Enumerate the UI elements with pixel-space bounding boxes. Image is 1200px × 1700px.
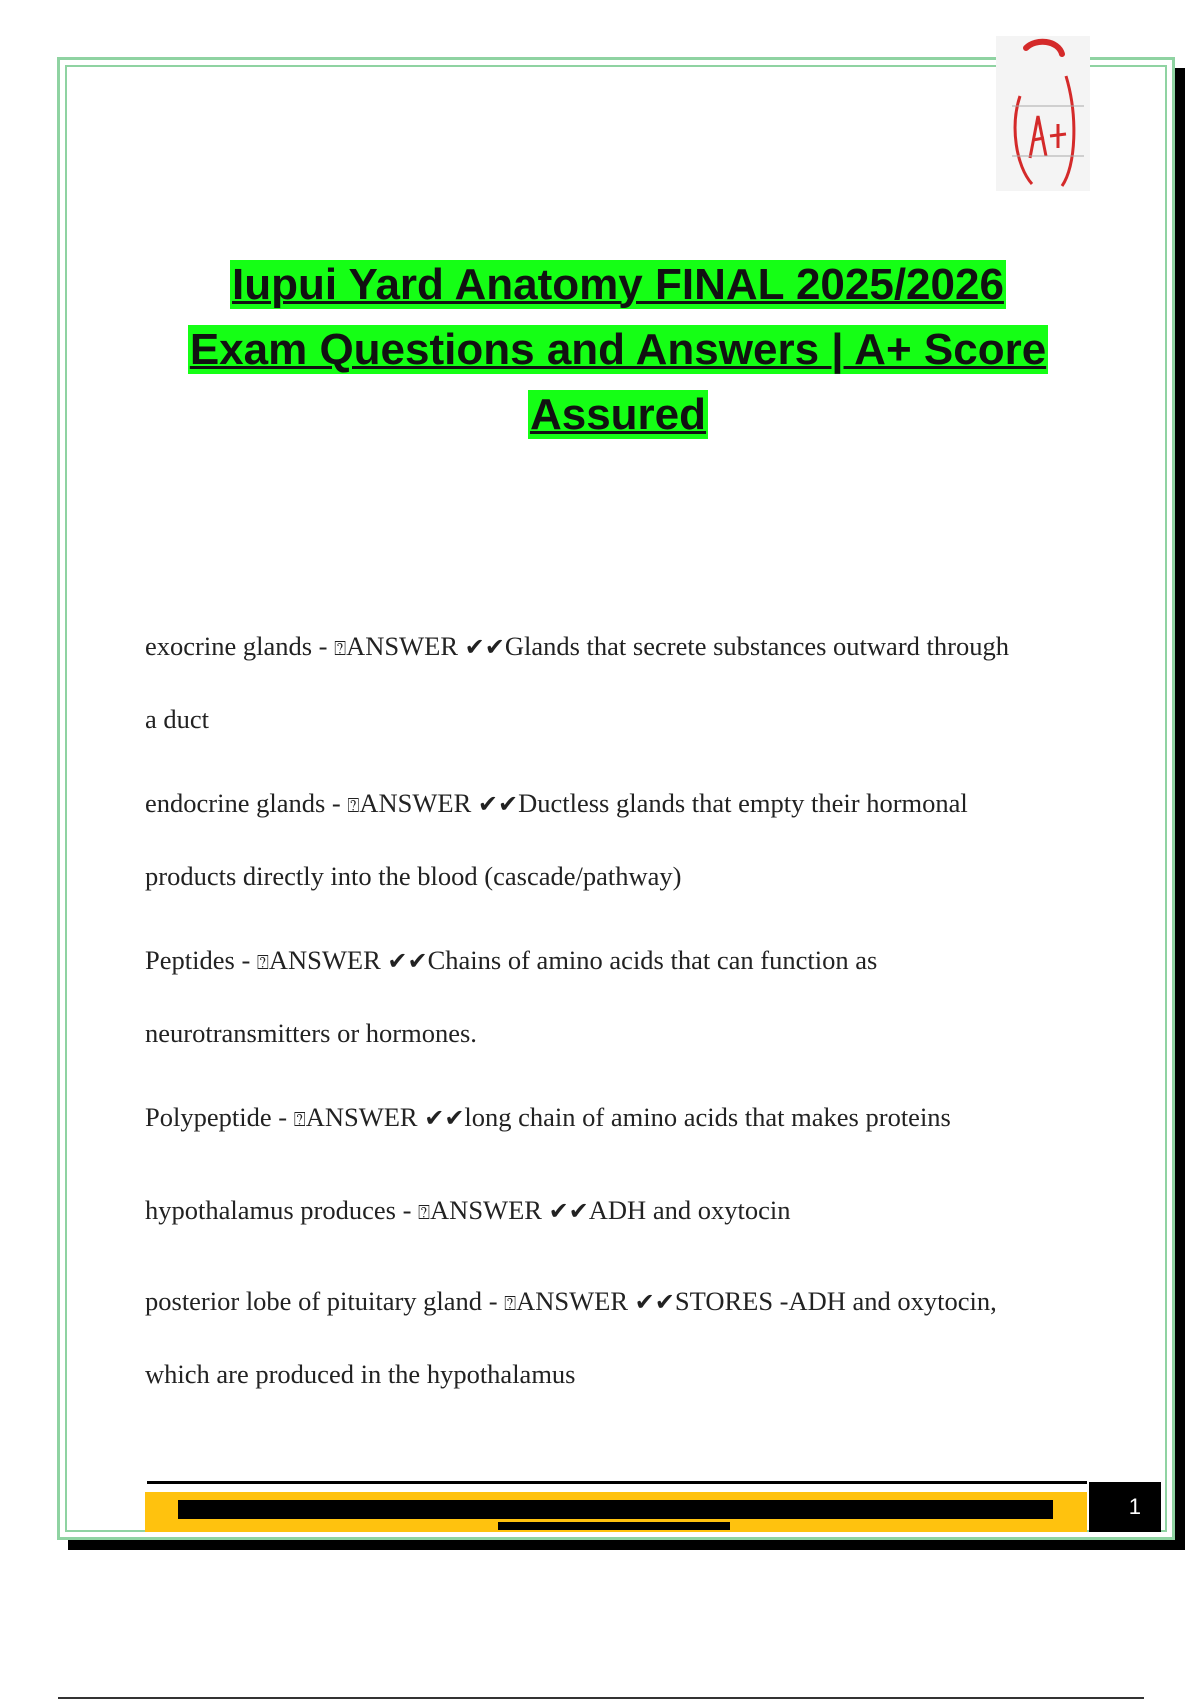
missing-glyph-icon: ⍰ (256, 950, 269, 974)
title-line-3 (100, 382, 1136, 447)
answer-marker: ANSWER (305, 1102, 418, 1132)
bottom-rule (58, 1697, 1144, 1699)
qa-answer: Chains of amino acids that can function as (427, 945, 878, 975)
double-check-icon: ✔✔ (387, 947, 428, 975)
qa-line: posterior lobe of pituitary gland - ⍰ANSWER ✔✔STORES -ADH and oxytocin, (145, 1286, 997, 1316)
qa-term: posterior lobe of pituitary gland (145, 1286, 483, 1316)
grade-stamp-image (996, 36, 1090, 191)
qa-answer: STORES -ADH and oxytocin, (674, 1286, 997, 1316)
double-check-icon: ✔✔ (634, 1288, 675, 1316)
qa-term: Peptides (145, 945, 235, 975)
qa-answer: long chain of amino acids that makes proteins (464, 1102, 951, 1132)
missing-glyph-icon: ⍰ (334, 636, 347, 660)
qa-line: hypothalamus produces - ⍰ANSWER ✔✔ADH and oxytocin (145, 1195, 791, 1225)
double-check-icon: ✔✔ (477, 790, 519, 818)
qa-entry-endocrine (145, 768, 1095, 912)
qa-term: exocrine glands (145, 631, 313, 661)
footer-bar-stripe (178, 1500, 1053, 1519)
qa-line-continued: a duct (145, 704, 210, 734)
title-line-2 (100, 317, 1136, 382)
qa-entry-hypothalamus (145, 1175, 1095, 1248)
qa-entry-peptides (145, 925, 1095, 1069)
qa-line-continued: neurotransmitters or hormones. (145, 1018, 477, 1048)
answer-marker: ANSWER (430, 1195, 542, 1225)
page-shadow-bottom (68, 1540, 1185, 1550)
answer-marker: ANSWER (346, 631, 459, 661)
qa-answer: ADH and oxytocin (588, 1195, 791, 1225)
qa-line: Peptides - ⍰ANSWER ✔✔Chains of amino acids that can function as (145, 945, 878, 975)
title-line-3-text: Assured (529, 390, 707, 439)
qa-term: hypothalamus produces (145, 1195, 396, 1225)
footer-bar-accent (498, 1522, 730, 1530)
answer-marker: ANSWER (359, 788, 472, 818)
qa-entry-polypeptide (145, 1082, 1095, 1155)
qa-term: endocrine glands (145, 788, 326, 818)
title-line-2-text: Exam Questions and Answers | A+ Score (189, 325, 1047, 374)
title-line-1-text: Iupui Yard Anatomy FINAL 2025/2026 (232, 260, 1004, 309)
qa-answer: Glands that secrete substances outward through (504, 631, 1009, 661)
a-plus-stamp-icon (996, 36, 1090, 191)
qa-line: Polypeptide - ⍰ANSWER ✔✔long chain of amino acids that makes proteins (145, 1102, 951, 1132)
missing-glyph-icon: ⍰ (418, 1200, 431, 1224)
answer-marker: ANSWER (516, 1286, 629, 1316)
missing-glyph-icon: ⍰ (347, 793, 360, 817)
qa-term: Polypeptide (145, 1102, 272, 1132)
title-line-1 (100, 252, 1136, 317)
double-check-icon: ✔✔ (548, 1197, 589, 1225)
answer-marker: ANSWER (268, 945, 381, 975)
qa-line: endocrine glands - ⍰ANSWER ✔✔Ductless glands that empty their hormonal (145, 788, 968, 818)
missing-glyph-icon: ⍰ (504, 1291, 517, 1315)
document-title (100, 252, 1136, 447)
qa-answer: Ductless glands that empty their hormonal (518, 788, 968, 818)
missing-glyph-icon: ⍰ (293, 1107, 306, 1131)
footer-rule (147, 1481, 1087, 1484)
page-number: 1 (1089, 1482, 1161, 1532)
qa-line: exocrine glands - ⍰ANSWER ✔✔Glands that secrete substances outward through (145, 631, 1009, 661)
qa-entry-exocrine (145, 611, 1095, 755)
double-check-icon: ✔✔ (424, 1104, 465, 1132)
qa-line-continued: which are produced in the hypothalamus (145, 1359, 576, 1389)
page-shadow-right (1175, 68, 1185, 1550)
double-check-icon: ✔✔ (464, 633, 505, 661)
qa-entry-posterior-pituitary (145, 1266, 1095, 1410)
qa-line-continued: products directly into the blood (cascade/pathway) (145, 861, 682, 891)
